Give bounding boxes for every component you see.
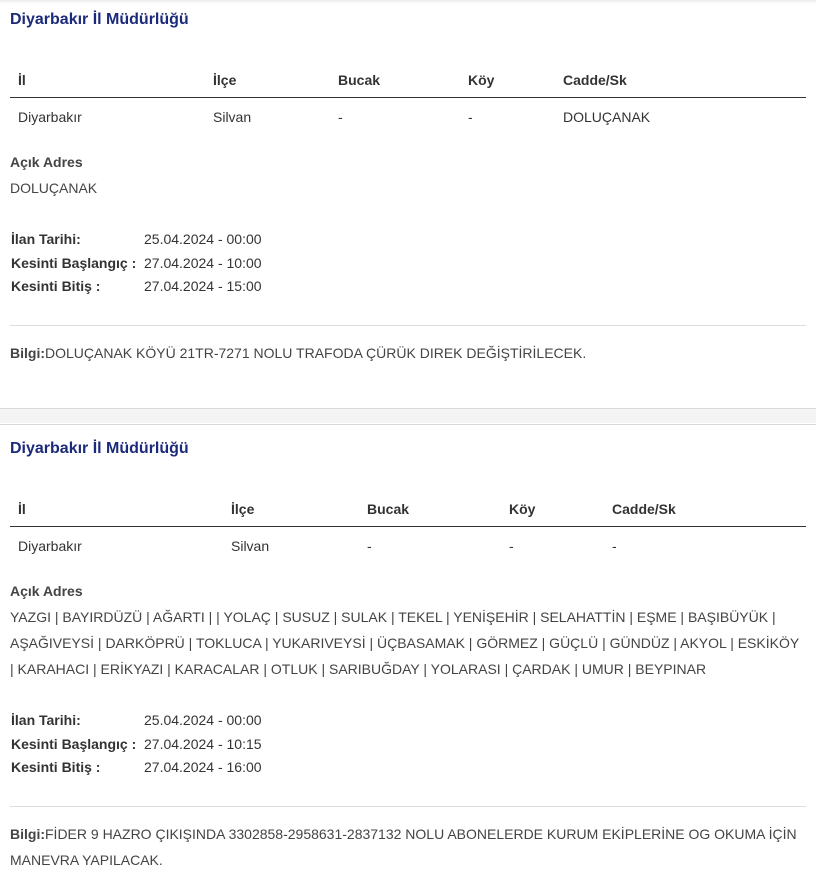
card-separator [0, 409, 816, 423]
announcement-date-value: 25.04.2024 - 00:00 [144, 231, 262, 247]
column-header-il: İl [18, 72, 26, 88]
info-body: DOLUÇANAK KÖYÜ 21TR-7271 NOLU TRAFODA ÇÜRÜK DIREK DEĞİŞTİRİLECEK. [45, 345, 587, 361]
cell-koy: - [468, 109, 473, 125]
announcement-date-label: İlan Tarihi: [11, 712, 81, 728]
outage-start-label: Kesinti Başlangıç : [11, 255, 137, 271]
cell-ilce: Silvan [231, 538, 270, 554]
cell-ilce: Silvan [213, 109, 252, 125]
outage-end-label: Kesinti Bitiş : [11, 759, 101, 775]
column-header-bucak: Bucak [367, 501, 410, 517]
outage-start-value: 27.04.2024 - 10:00 [144, 255, 262, 271]
outage-notice-card [0, 424, 816, 875]
outage-notice-card [0, 0, 816, 409]
table-header-divider [10, 526, 806, 527]
outage-start-label: Kesinti Başlangıç : [11, 736, 137, 752]
column-header-bucak: Bucak [338, 72, 381, 88]
table-header-divider [10, 97, 806, 98]
column-header-ilce: İlçe [213, 72, 237, 88]
info-label: Bilgi: [10, 345, 45, 361]
announcement-date-label: İlan Tarihi: [11, 231, 81, 247]
cell-il: Diyarbakır [18, 538, 82, 554]
section-divider [10, 806, 806, 807]
notice-title: Diyarbakır İl Müdürlüğü [10, 440, 189, 457]
address-text: DOLUÇANAK [10, 180, 98, 196]
info-text [10, 340, 810, 366]
cell-koy: - [509, 538, 514, 554]
address-label: Açık Adres [10, 154, 83, 170]
column-header-ilce: İlçe [231, 501, 255, 517]
info-text [10, 821, 810, 873]
column-header-koy: Köy [468, 72, 495, 88]
outage-end-value: 27.04.2024 - 15:00 [144, 278, 262, 294]
cell-cadde: - [612, 538, 617, 554]
cell-bucak: - [338, 109, 343, 125]
outage-end-value: 27.04.2024 - 16:00 [144, 759, 262, 775]
outage-start-value: 27.04.2024 - 10:15 [144, 736, 262, 752]
cell-bucak: - [367, 538, 372, 554]
cell-cadde: DOLUÇANAK [563, 109, 651, 125]
column-header-il: İl [18, 501, 26, 517]
outage-end-label: Kesinti Bitiş : [11, 278, 101, 294]
section-divider [10, 325, 806, 326]
info-body: FİDER 9 HAZRO ÇIKIŞINDA 3302858-2958631-2837132 NOLU ABONELERDE KURUM EKİPLERİNE OG OKUMA İÇİN MANEVRA YAPILACAK. [10, 826, 797, 868]
notice-title: Diyarbakır İl Müdürlüğü [10, 11, 189, 28]
address-text: YAZGI | BAYIRDÜZÜ | AĞARTI | | YOLAÇ | SUSUZ | SULAK | TEKEL | YENİŞEHİR | SELAHATTİN | EŞME | BAŞIBÜYÜK | AŞAĞIVEYSİ | DARKÖPRÜ | TOKLUCA | YUKARIVEYSİ | ÜÇBASAMAK | GÖRMEZ | GÜÇLÜ | GÜNDÜZ | AKYOL | ESKİKÖY | KARAHACI | ERİKYAZI | KARACALAR | OTLUK | SARIBUĞDAY | YOLARASI | ÇARDAK | UMUR | BEYPINAR [10, 609, 799, 677]
column-header-cadde: Cadde/Sk [563, 72, 627, 88]
announcement-date-value: 25.04.2024 - 00:00 [144, 712, 262, 728]
address-label: Açık Adres [10, 583, 83, 599]
column-header-koy: Köy [509, 501, 536, 517]
info-label: Bilgi: [10, 826, 45, 842]
column-header-cadde: Cadde/Sk [612, 501, 676, 517]
cell-il: Diyarbakır [18, 109, 82, 125]
